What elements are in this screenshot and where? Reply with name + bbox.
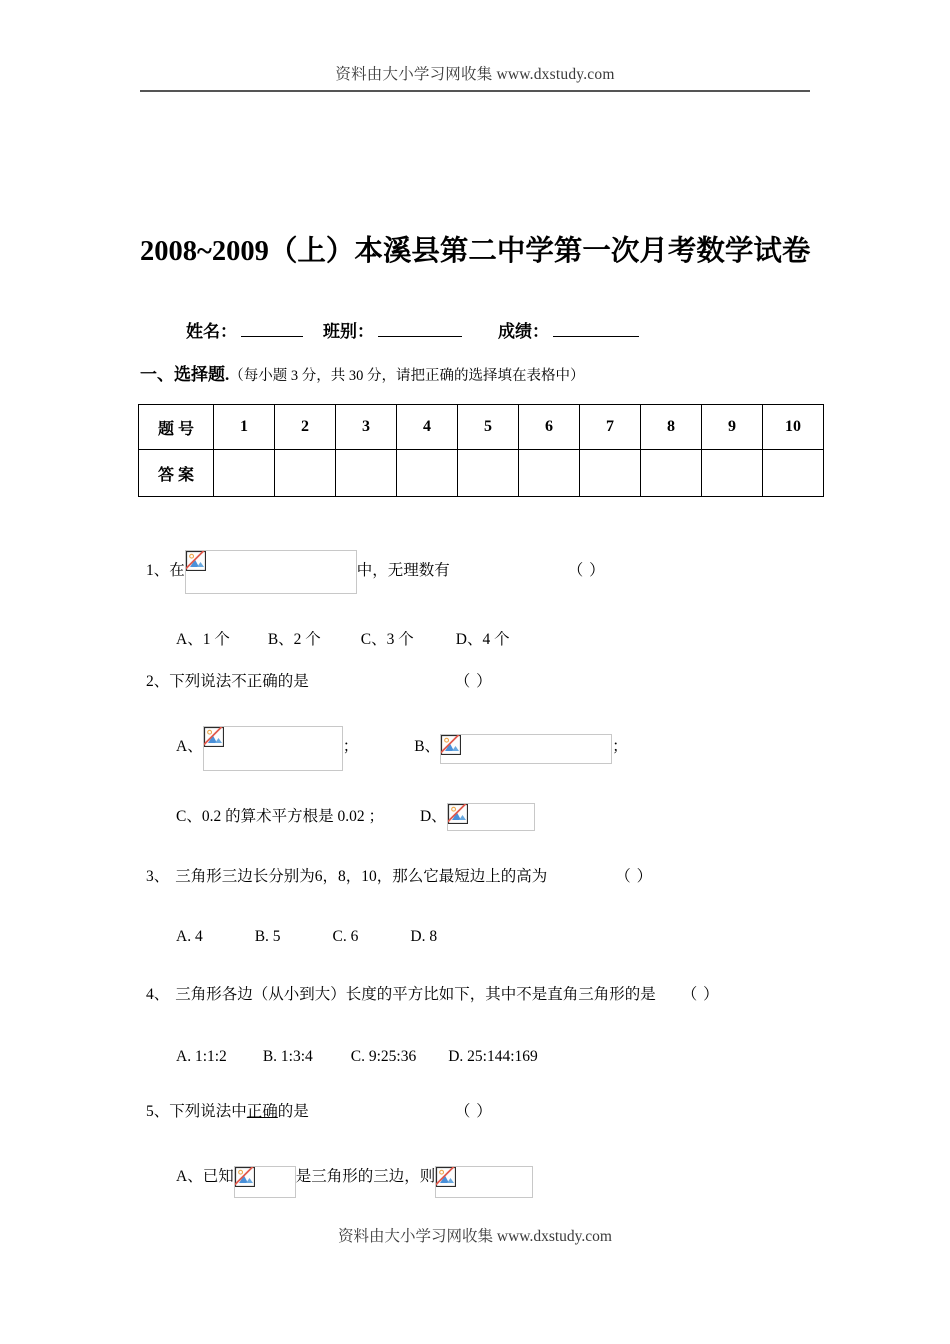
broken-image-icon — [436, 1167, 456, 1187]
class-label: 班别： — [323, 322, 374, 341]
question-5-text-after: 的是 — [277, 1103, 309, 1120]
question-2-number: 2、 — [146, 673, 170, 690]
question-1-option-b[interactable]: B、2 个 — [267, 631, 321, 648]
answer-cell-7[interactable] — [580, 450, 641, 497]
question-2-stem — [146, 673, 493, 692]
class-blank[interactable] — [378, 321, 462, 337]
answer-cell-8[interactable] — [641, 450, 702, 497]
question-2-option-b-label: B、 — [414, 738, 441, 756]
question-2-text: 下列说法不正确的是 — [169, 673, 309, 690]
broken-image-icon — [441, 735, 461, 755]
score-label: 成绩： — [498, 322, 549, 341]
question-5-stem — [146, 1103, 493, 1122]
question-5-text-emphasis: 正确 — [246, 1103, 278, 1120]
question-5-answer-marker: （ ） — [454, 1103, 493, 1120]
answer-cell-3[interactable] — [336, 450, 397, 497]
student-identity-line — [186, 317, 643, 342]
question-1-answer-marker: （ ） — [567, 562, 606, 579]
question-4-option-d[interactable]: D. 25:144:169 — [448, 1048, 538, 1065]
section-1-note: （每小题 3 分，共 30 分，请把正确的选择填在表格中） — [229, 368, 585, 384]
question-number-cell-2: 2 — [275, 405, 336, 450]
row-label-question-number: 题 号 — [139, 405, 214, 450]
question-2-options-ab — [176, 738, 628, 771]
question-3-options — [176, 928, 437, 947]
missing-image-placeholder[interactable] — [234, 1166, 296, 1198]
header-watermark-text: 资料由大小学习网收集 www.dxstudy.com — [335, 66, 615, 83]
question-2-options-cd — [176, 808, 535, 831]
question-1-number: 1、 — [146, 562, 170, 579]
question-number-cell-7: 7 — [580, 405, 641, 450]
broken-image-icon — [204, 727, 224, 747]
missing-image-placeholder[interactable] — [447, 803, 535, 831]
row-label-answer: 答 案 — [139, 450, 214, 497]
answer-cell-1[interactable] — [214, 450, 275, 497]
question-4-stem — [146, 986, 720, 1005]
question-number-cell-3: 3 — [336, 405, 397, 450]
question-1-option-c[interactable]: C、3 个 — [360, 631, 414, 648]
question-number-cell-4: 4 — [397, 405, 458, 450]
question-5-text-before: 下列说法中 — [169, 1103, 247, 1120]
broken-image-icon — [448, 804, 468, 824]
question-1-options — [176, 631, 510, 650]
question-4-text: 三角形各边（从小到大）长度的平方比如下，其中不是直角三角形的是 — [175, 986, 656, 1003]
question-number-cell-10: 10 — [763, 405, 824, 450]
question-4-answer-marker: （ ） — [681, 986, 720, 1003]
answer-cell-10[interactable] — [763, 450, 824, 497]
question-3-stem — [146, 868, 653, 887]
answer-cell-9[interactable] — [702, 450, 763, 497]
question-number-cell-1: 1 — [214, 405, 275, 450]
question-4-number: 4、 — [146, 986, 170, 1003]
question-2-answer-marker: （ ） — [454, 673, 493, 690]
question-number-cell-8: 8 — [641, 405, 702, 450]
broken-image-icon — [235, 1167, 255, 1187]
name-blank[interactable] — [241, 321, 303, 337]
question-2-option-a-label: A、 — [176, 738, 203, 756]
question-1-text-before: 在 — [169, 562, 185, 579]
question-4-options — [176, 1048, 538, 1067]
question-3-option-a[interactable]: A. 4 — [176, 928, 203, 945]
answer-cell-6[interactable] — [519, 450, 580, 497]
table-row — [139, 405, 824, 450]
question-4-option-a[interactable]: A. 1:1:2 — [176, 1048, 227, 1065]
question-3-option-c[interactable]: C. 6 — [332, 928, 359, 945]
answer-cell-5[interactable] — [458, 450, 519, 497]
question-3-option-d[interactable]: D. 8 — [410, 928, 438, 945]
question-3-answer-marker: （ ） — [615, 868, 654, 885]
broken-image-icon — [186, 551, 206, 571]
question-number-cell-6: 6 — [519, 405, 580, 450]
question-5-option-a-label: A、已知 — [176, 1168, 234, 1186]
score-blank[interactable] — [553, 321, 639, 337]
page-title: 2008~2009（上）本溪县第二中学第一次月考数学试卷 — [140, 236, 811, 267]
header-divider-rule — [140, 90, 810, 92]
question-3-text: 三角形三边长分别为6，8，10，那么它最短边上的高为 — [175, 868, 548, 885]
question-1-text-after: 中，无理数有 — [356, 562, 450, 579]
question-1-stem — [146, 562, 606, 594]
question-4-option-c[interactable]: C. 9:25:36 — [350, 1048, 417, 1065]
question-2-option-c[interactable]: C、0.2 的算术平方根是 0.02 ； — [176, 808, 384, 826]
answer-cell-2[interactable] — [275, 450, 336, 497]
page-header — [140, 62, 810, 92]
question-2-option-d-label: D、 — [419, 808, 447, 826]
answer-cell-4[interactable] — [397, 450, 458, 497]
missing-image-placeholder[interactable] — [440, 734, 612, 764]
section-1-title: 一、选择题. — [140, 365, 230, 384]
table-row — [139, 450, 824, 497]
question-1-option-a[interactable]: A、1 个 — [176, 631, 230, 648]
section-1-heading — [140, 360, 585, 385]
question-5-number: 5、 — [146, 1103, 170, 1120]
answer-grid-table — [138, 404, 824, 497]
question-2-option-b-tail: ； — [612, 738, 628, 756]
question-number-cell-9: 9 — [702, 405, 763, 450]
question-3-number: 3、 — [146, 868, 170, 885]
page-footer-text: 资料由大小学习网收集 www.dxstudy.com — [338, 1228, 612, 1245]
question-5-option-a-middle-text: 是三角形的三边，则 — [295, 1168, 436, 1186]
missing-image-placeholder[interactable] — [185, 550, 357, 594]
question-4-option-b[interactable]: B. 1:3:4 — [262, 1048, 313, 1065]
question-5-option-a — [176, 1168, 533, 1198]
question-number-cell-5: 5 — [458, 405, 519, 450]
question-3-option-b[interactable]: B. 5 — [254, 928, 281, 945]
missing-image-placeholder[interactable] — [435, 1166, 533, 1198]
missing-image-placeholder[interactable] — [203, 726, 343, 771]
name-label: 姓名： — [186, 322, 237, 341]
question-1-option-d[interactable]: D、4 个 — [455, 631, 510, 648]
question-2-option-a-tail: ； — [342, 738, 359, 756]
